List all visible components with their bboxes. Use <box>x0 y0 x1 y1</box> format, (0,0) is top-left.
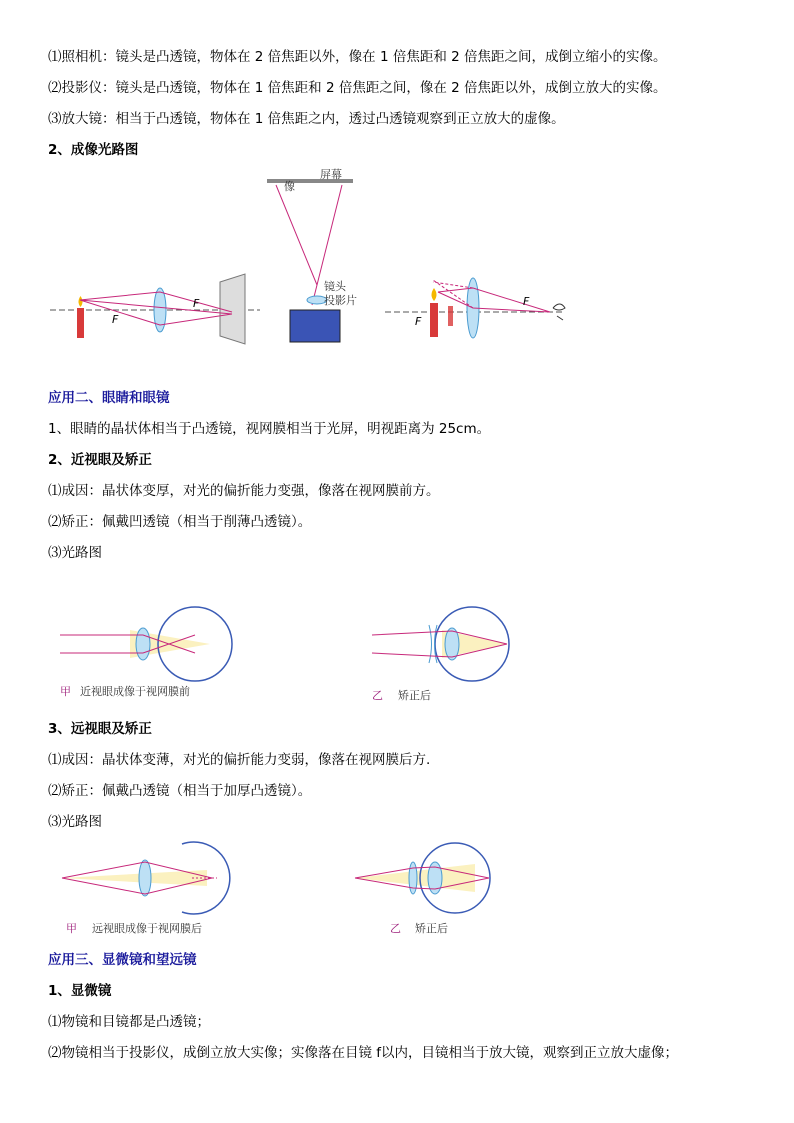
mag-focus-left: F <box>415 315 422 328</box>
hyperopia-eye-diagram <box>62 840 222 940</box>
section3-title <box>48 951 197 969</box>
caption-mark-b: 乙 <box>372 689 383 702</box>
hyperopia-heading: 3、远视眼及矫正 <box>48 721 152 737</box>
magnifier-description: ⑶放大镜：相当于凸透镜，物体在 1 倍焦距之内，透过凸透镜观察到正立放大的虚像。 <box>48 111 565 127</box>
microscope-item2: ⑵物镜相当于投影仪，成倒立放大实像；实像落在目镜 f以内，目镜相当于放大镜，观察到正立放大虚像； <box>48 1045 679 1061</box>
projector-ray-diagram <box>262 168 362 345</box>
eye-lens-icon <box>136 628 150 660</box>
projector-description: ⑵投影仪：镜头是凸透镜，物体在 1 倍焦距和 2 倍焦距之间，像在 2 倍焦距以外，成倒立放大的实像。 <box>48 80 667 96</box>
hyperopia-cause: ⑴成因：晶状体变薄，对光的偏折能力变弱，像落在视网膜后方. <box>48 752 431 768</box>
hyperopia-path-label: ⑶光路图 <box>48 814 102 830</box>
caption-text-a: 近视眼成像于视网膜前 <box>80 685 190 698</box>
lens-label: 镜头 <box>324 280 346 293</box>
camera-ray-diagram <box>50 270 260 350</box>
focus-label-right: F <box>193 297 200 310</box>
myopia-cause: ⑴成因：晶状体变厚，对光的偏折能力变强，像落在视网膜前方。 <box>48 483 440 499</box>
caption-mark-c: 甲 <box>66 922 77 935</box>
projector-box-icon <box>290 310 340 342</box>
image-label: 像 <box>284 180 295 193</box>
caption-mark-a: 甲 <box>60 685 71 698</box>
caption-mark-d: 乙 <box>390 922 401 935</box>
hyperopia-fix: ⑵矫正：佩戴凸透镜（相当于加厚凸透镜）。 <box>48 783 312 799</box>
myopia-path-label: ⑶光路图 <box>48 545 102 561</box>
eye-lens-icon <box>139 860 151 896</box>
flame-icon <box>432 288 437 301</box>
candle-icon <box>77 308 84 338</box>
section3-title-main: 显微镜和望远镜 <box>102 952 197 968</box>
section2-title-prefix: 应用二、 <box>48 390 102 406</box>
microscope-item1: ⑴物镜和目镜都是凸透镜； <box>48 1014 210 1030</box>
ray-diagram-heading: 2、成像光路图 <box>48 142 139 158</box>
caption-text-d: 矫正后 <box>415 922 448 935</box>
mag-focus-right: F <box>523 295 530 308</box>
section2-title <box>48 389 170 407</box>
myopia-fix: ⑵矫正：佩戴凹透镜（相当于削薄凸透镜）。 <box>48 514 312 530</box>
myopia-heading: 2、近视眼及矫正 <box>48 452 152 468</box>
myopia-eye-diagram <box>60 605 220 705</box>
microscope-heading: 1、显微镜 <box>48 983 112 999</box>
candle-icon <box>430 303 438 337</box>
myopia-corrected-diagram <box>372 605 532 705</box>
convex-glasses-icon <box>409 862 417 894</box>
caption-text-b: 矫正后 <box>398 689 431 702</box>
eye-lens-icon <box>445 628 459 660</box>
magnifier-ray-diagram <box>385 278 585 343</box>
screen-label: 屏幕 <box>320 168 342 181</box>
flame-icon <box>79 296 83 307</box>
film-screen-icon <box>220 274 245 344</box>
section3-title-prefix: 应用三、 <box>48 952 102 968</box>
hyperopia-corrected-diagram <box>355 840 515 940</box>
caption-text-c: 远视眼成像于视网膜后 <box>92 922 202 935</box>
camera-description: ⑴照相机：镜头是凸透镜，物体在 2 倍焦距以外，像在 1 倍焦距和 2 倍焦距之间，成倒立缩小的实像。 <box>48 49 667 65</box>
slide-label: 投影片 <box>324 294 357 307</box>
eye-lens-description: 1、眼睛的晶状体相当于凸透镜，视网膜相当于光屏，明视距离为 25cm。 <box>48 421 491 437</box>
concave-lens-icon <box>429 625 437 663</box>
focus-label-left: F <box>112 313 119 326</box>
section2-title-main: 眼睛和眼镜 <box>102 390 170 406</box>
